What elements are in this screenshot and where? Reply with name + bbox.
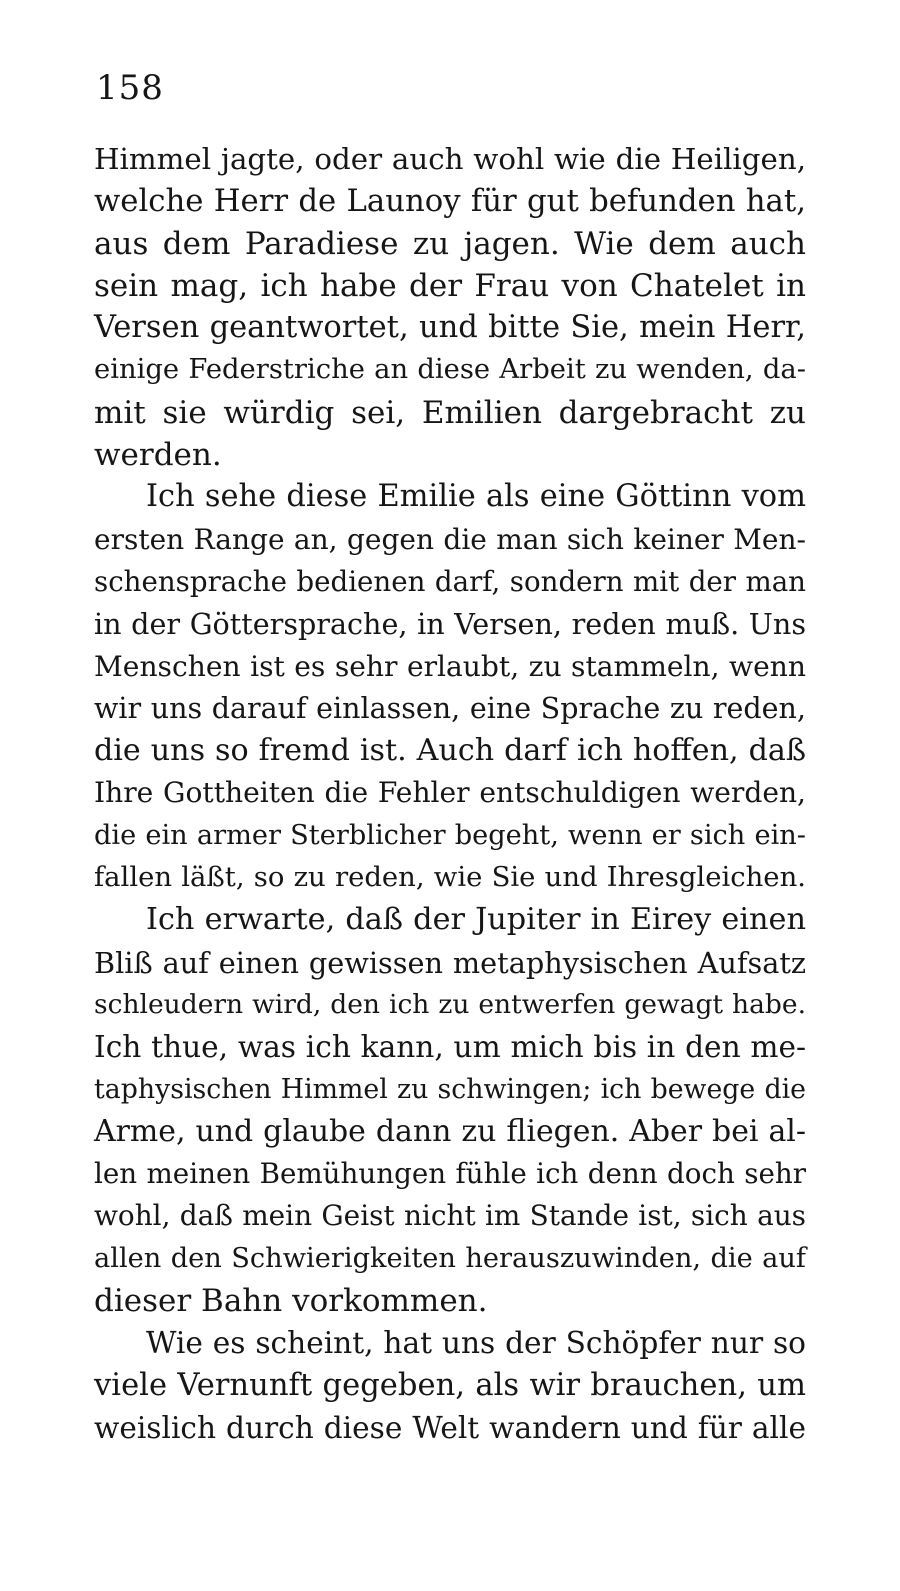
paragraph-end-line: fallen läßt, so zu reden, wie Sie und Ihresgleichen.	[94, 862, 806, 894]
text-line: Himmel jagte, oder auch wohl wie die Heiligen,	[94, 142, 806, 176]
paragraph-start-line: Wie es scheint, hat uns der Schöpfer nur so	[146, 1326, 806, 1361]
text-line: weislich durch diese Welt wandern und für alle	[94, 1410, 806, 1445]
text-line: len meinen Bemühungen fühle ich denn doch sehr	[94, 1157, 806, 1191]
text-line: taphysischen Himmel zu schwingen; ich bewege die	[94, 1073, 806, 1105]
text-line: aus dem Paradiese zu jagen. Wie dem auch	[94, 225, 806, 262]
text-line: Menschen ist es sehr erlaubt, zu stammeln, wenn	[94, 649, 806, 683]
text-line: ersten Range an, gegen die man sich keiner Men-	[94, 522, 806, 556]
text-line: welche Herr de Launoy für gut befunden hat,	[94, 183, 806, 220]
text-line: viele Vernunft gegeben, als wir brauchen, um	[94, 1367, 806, 1403]
text-line: Bliß auf einen gewissen metaphysischen Aufsatz	[94, 945, 806, 980]
paragraph-end-line: dieser Bahn vorkommen.	[94, 1283, 488, 1320]
text-line: die uns so fremd ist. Auch darf ich hoffen, daß	[94, 733, 806, 769]
text-line: Arme, und glaube dann zu fliegen. Aber bei al-	[94, 1113, 806, 1149]
paragraph-start-line: Ich sehe diese Emilie als eine Göttinn vom	[146, 479, 806, 515]
page-number: 158	[96, 68, 164, 108]
body-text	[94, 138, 806, 1449]
text-line: sein mag, ich habe der Frau von Chatelet in	[94, 267, 806, 304]
text-line: wir uns darauf einlassen, eine Sprache zu reden,	[94, 691, 806, 725]
text-line: mit sie würdig sei, Emilien dargebracht zu	[94, 394, 806, 431]
text-line: einige Federstriche an diese Arbeit zu wenden, da-	[94, 354, 806, 386]
text-line: Ihre Gottheiten die Fehler entschuldigen werden,	[94, 776, 806, 810]
paragraph-start-line: Ich erwarte, daß der Jupiter in Eirey einen	[146, 902, 806, 938]
text-line: allen den Schwierigkeiten herauszuwinden, die auf	[94, 1242, 806, 1274]
text-line: Versen geantwortet, und bitte Sie, mein Herr,	[94, 310, 806, 346]
paragraph-end-line: werden.	[94, 437, 222, 474]
text-line: in der Göttersprache, in Versen, reden muß. Uns	[94, 607, 806, 642]
text-line: Ich thue, was ich kann, um mich bis in den me-	[94, 1030, 806, 1065]
text-line: die ein armer Sterblicher begeht, wenn er sich ein-	[94, 819, 806, 851]
text-line: schleudern wird, den ich zu entwerfen gewagt habe.	[94, 988, 806, 1020]
text-line: schensprache bedienen darf, sondern mit der man	[94, 564, 806, 598]
text-line: wohl, daß mein Geist nicht im Stande ist, sich aus	[94, 1199, 806, 1233]
